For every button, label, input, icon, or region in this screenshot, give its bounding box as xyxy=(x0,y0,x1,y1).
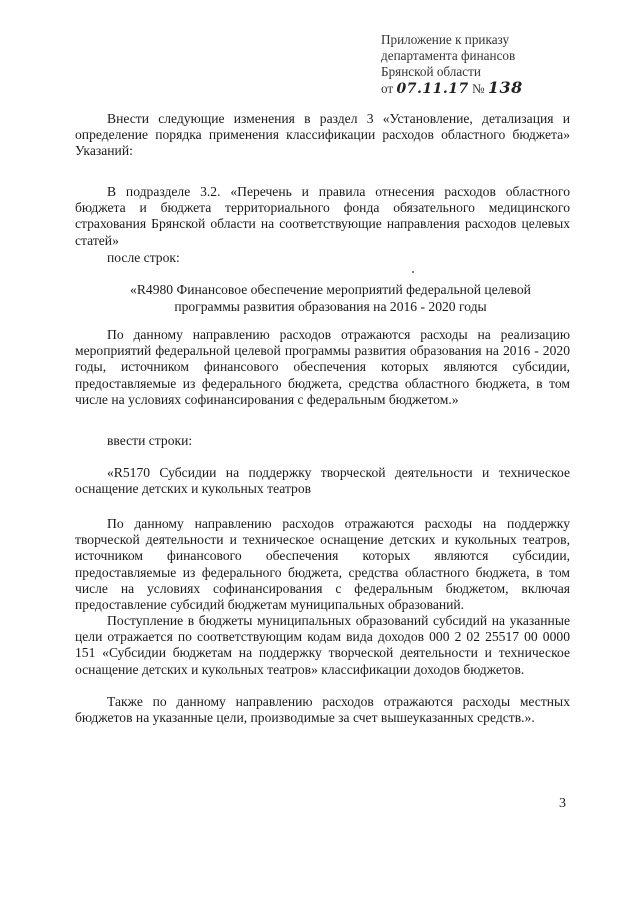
paragraph-r5170-title: «R5170 Субсидии на поддержку творческой деятельности и техническое оснащение детских и кукольных театров xyxy=(75,465,570,497)
handwritten-order-number: 138 xyxy=(487,78,523,97)
date-prefix: от xyxy=(381,81,394,96)
paragraph-r4980-description: По данному направлению расходов отражаются расходы на реализацию мероприятий федеральной целевой программы развития образования на 2016 - 2020 годы, источником финансового обеспечения которых являются субсидии, предоставляемые из федерального бюджета, средства областного бюджета, в том числе на условиях софинансирования с федеральным бюджетом.» xyxy=(75,327,570,407)
paragraph-local-budgets: Также по данному направлению расходов отражаются расходы местных бюджетов на указанные цели, производимые за счет вышеуказанных средств.». xyxy=(75,694,570,726)
paragraph-r5170-description: По данному направлению расходов отражаются расходы на поддержку творческой деятельности и техническое оснащение детских и кукольных театров, источником финансового обеспечения которых являются субсидии, предоставляемые из федерального бюджета, средства областного бюджета, в том числе на условиях софинансирования с федеральным бюджетом, включая предоставление субсидий бюджетам муниципальных образований. xyxy=(75,516,570,613)
scan-speck xyxy=(412,271,414,273)
paragraph-insert-lines: ввести строки: xyxy=(107,433,193,448)
paragraph-intro: Внести следующие изменения в раздел 3 «Установление, детализация и определение порядка применения классификации расходов областного бюджета» Указаний: xyxy=(75,111,570,159)
page-number: 3 xyxy=(559,796,566,811)
paragraph-r4980-title: «R4980 Финансовое обеспечение мероприятий федеральной целевой программы развития образования на 2016 - 2020 годы xyxy=(130,282,531,314)
paragraph-after-lines: после строк: xyxy=(107,250,180,265)
header-line-1: Приложение к приказу xyxy=(381,32,510,47)
handwritten-date: 07.11.17 xyxy=(396,81,469,97)
paragraph-subsection: В подразделе 3.2. «Перечень и правила отнесения расходов областного бюджета и бюджета территориального фонда обязательного медицинского страхования Брянской области на соответствующие направления расходов целевых статей» xyxy=(75,184,570,248)
header-date-number-line xyxy=(381,80,581,97)
header-line-3: Брянской области xyxy=(381,64,481,79)
header-line-2: департамента финансов xyxy=(381,48,516,63)
number-sign: № xyxy=(471,81,485,96)
order-appendix-header xyxy=(381,32,581,97)
paragraph-revenue-codes: Поступление в бюджеты муниципальных образований субсидий на указанные цели отражается по соответствующим кодам вида доходов 000 2 02 25517 00 0000 151 «Субсидии бюджетам на поддержку творческой деятельности и техническое оснащение детских и кукольных театров» классификации доходов бюджетов. xyxy=(75,613,570,677)
